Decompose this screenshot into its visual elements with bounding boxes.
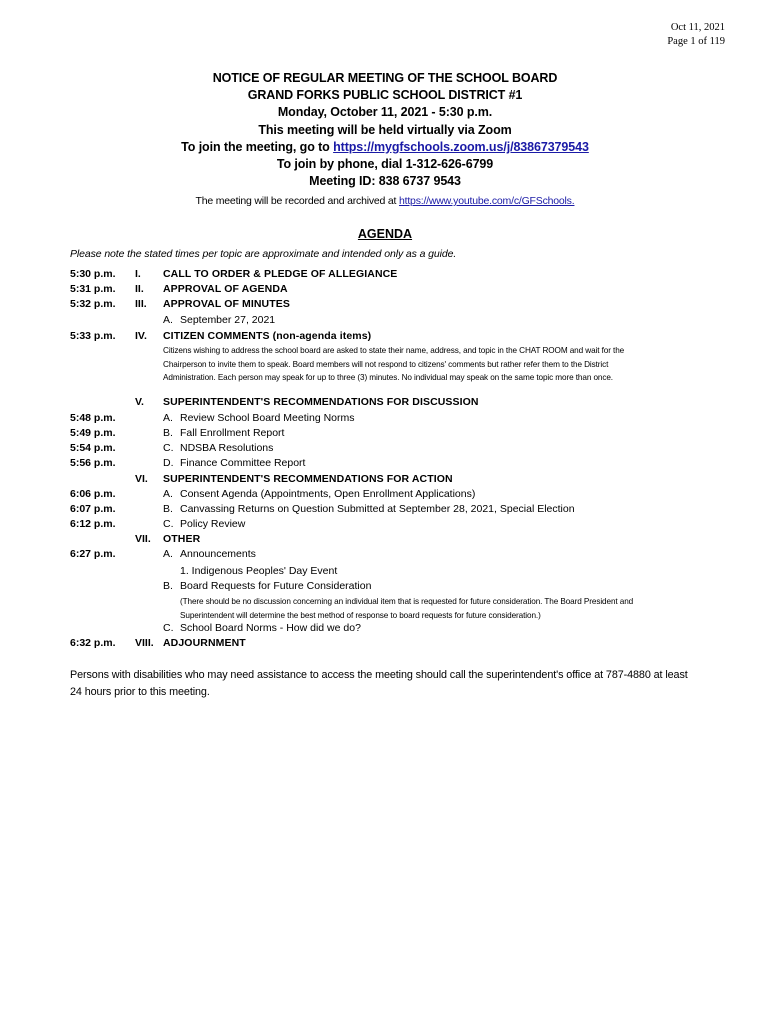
item-number: V. xyxy=(135,396,144,408)
subitem-text: Announcements xyxy=(180,548,256,560)
item-number: III. xyxy=(135,298,147,310)
subitem-label: B. xyxy=(163,503,173,515)
agenda-subitem-7b xyxy=(0,579,770,594)
header-meeting-id: Meeting ID: 838 6737 9543 xyxy=(309,174,461,189)
agenda-subitem-3a xyxy=(0,313,770,328)
meeting-header xyxy=(0,70,770,190)
subitem-text: Consent Agenda (Appointments, Open Enrollment Applications) xyxy=(180,488,476,500)
item-time: 6:12 p.m. xyxy=(70,518,116,530)
agenda-subitem-5c xyxy=(0,441,770,456)
header-datetime: Monday, October 11, 2021 - 5:30 p.m. xyxy=(277,105,493,120)
item-number: I. xyxy=(135,268,141,280)
description-line: Administration. Each person may speak for up to three (3) minutes. No individual may speak on the same topic more than once. xyxy=(163,373,613,382)
subitem-label: C. xyxy=(163,622,174,634)
item-number: IV. xyxy=(135,330,147,342)
item-title: APPROVAL OF AGENDA xyxy=(163,283,288,295)
item-title: CALL TO ORDER & PLEDGE OF ALLEGIANCE xyxy=(163,268,398,280)
agenda-subitem-7a xyxy=(0,547,770,562)
agenda-subitem-5a xyxy=(0,411,770,426)
agenda-subitem-6b xyxy=(0,502,770,517)
header-join-line xyxy=(0,139,770,156)
agenda-subitem-6a xyxy=(0,487,770,502)
header-virtual: This meeting will be held virtually via Zoom xyxy=(258,122,512,137)
description-line: (There should be no discussion concerning an individual item that is requested for future consideration. The Board President and xyxy=(180,597,634,606)
subitem-label: C. xyxy=(163,518,174,530)
agenda-item-5 xyxy=(0,395,770,410)
subitem-label: B. xyxy=(163,580,173,592)
subitem-text: Policy Review xyxy=(180,518,246,530)
item-number: VIII. xyxy=(135,637,154,649)
times-note: Please note the stated times per topic are approximate and intended only as a guide. xyxy=(70,248,457,260)
item-time: 5:49 p.m. xyxy=(70,427,116,439)
agenda-subitem-5b xyxy=(0,426,770,441)
subitem-text: Board Requests for Future Consideration xyxy=(180,580,372,592)
subitem-label: B. xyxy=(163,427,173,439)
header-title: NOTICE OF REGULAR MEETING OF THE SCHOOL BOARD xyxy=(212,71,558,85)
agenda-item-4 xyxy=(0,329,770,344)
item-time: 5:31 p.m. xyxy=(70,283,116,295)
subitem-label: A. xyxy=(163,412,173,424)
item-number: II. xyxy=(135,283,144,295)
header-phone: To join by phone, dial 1-312-626-6799 xyxy=(276,157,494,172)
subitem-text: Fall Enrollment Report xyxy=(180,427,285,439)
youtube-link[interactable]: https://www.youtube.com/c/GFSchools. xyxy=(398,195,575,207)
item-time: 5:54 p.m. xyxy=(70,442,116,454)
subitem-text: School Board Norms - How did we do? xyxy=(180,622,361,634)
subitem-text: Review School Board Meeting Norms xyxy=(180,412,355,424)
item-time: 6:06 p.m. xyxy=(70,488,116,500)
notice-line: 24 hours prior to this meeting. xyxy=(70,685,210,698)
subitem-label: A. xyxy=(163,488,173,500)
item-title: SUPERINTENDENT'S RECOMMENDATIONS FOR ACTION xyxy=(163,473,453,485)
item-time: 5:48 p.m. xyxy=(70,412,116,424)
agenda-item-6 xyxy=(0,472,770,487)
item-title: ADJOURNMENT xyxy=(163,637,246,649)
item-time: 5:32 p.m. xyxy=(70,298,116,310)
page-number: Page 1 of 119 xyxy=(667,36,725,47)
agenda-item-8 xyxy=(0,636,770,651)
agenda-item-2 xyxy=(0,282,770,297)
join-prefix: To join the meeting, go to xyxy=(181,139,334,154)
citizen-comments-description xyxy=(163,344,723,385)
recorded-prefix: The meeting will be recorded and archived at xyxy=(195,195,399,207)
subitem-label: A. xyxy=(163,548,173,560)
agenda-item-7 xyxy=(0,532,770,547)
item-title: OTHER xyxy=(163,533,201,545)
subitem-label: D. xyxy=(163,457,174,469)
agenda-subitem-7c xyxy=(0,621,770,636)
item-number: VII. xyxy=(135,533,151,545)
description-line: Superintendent will determine the best method of response to board requests for future consideration.) xyxy=(180,610,541,620)
agenda-item-1 xyxy=(0,267,770,282)
subitem-text: Canvassing Returns on Question Submitted at September 28, 2021, Special Election xyxy=(180,503,575,515)
subitem-text: September 27, 2021 xyxy=(180,314,276,326)
recorded-notice xyxy=(0,195,770,207)
item-time: 6:27 p.m. xyxy=(70,548,116,560)
zoom-link[interactable]: https://mygfschools.zoom.us/j/83867379543 xyxy=(333,139,589,154)
agenda-title: AGENDA xyxy=(357,227,413,241)
item-time: 6:07 p.m. xyxy=(70,503,116,515)
subitem-label: C. xyxy=(163,442,174,454)
future-consideration-description xyxy=(180,595,720,622)
agenda-item-3 xyxy=(0,297,770,312)
header-district: GRAND FORKS PUBLIC SCHOOL DISTRICT #1 xyxy=(247,88,523,103)
item-time: 5:33 p.m. xyxy=(70,330,116,342)
notice-line: Persons with disabilities who may need assistance to access the meeting should call the superintendent's office at 787-4880 at least xyxy=(70,669,688,681)
item-time: 5:30 p.m. xyxy=(70,268,116,280)
agenda-subitem-5d xyxy=(0,456,770,471)
item-number: VI. xyxy=(135,473,148,485)
item-title: SUPERINTENDENT'S RECOMMENDATIONS FOR DISCUSSION xyxy=(163,396,479,408)
item-time: 6:32 p.m. xyxy=(70,637,116,649)
subitem-label: A. xyxy=(163,314,173,326)
item-title: CITIZEN COMMENTS (non-agenda items) xyxy=(163,330,372,342)
agenda-subitem-7a-1 xyxy=(0,564,770,579)
meeting-date: Oct 11, 2021 xyxy=(670,22,725,33)
accessibility-notice xyxy=(70,667,710,700)
description-line: Citizens wishing to address the school board are asked to state their name, address, and topic in the CHAT ROOM and wait for the xyxy=(163,346,625,355)
subitem-text: Finance Committee Report xyxy=(180,457,306,469)
agenda-subitem-6c xyxy=(0,517,770,532)
subitem-text: NDSBA Resolutions xyxy=(180,442,274,454)
subitem-text: 1. Indigenous Peoples' Day Event xyxy=(180,565,338,577)
item-title: APPROVAL OF MINUTES xyxy=(163,298,290,310)
item-time: 5:56 p.m. xyxy=(70,457,116,469)
page-meta xyxy=(667,21,725,49)
description-line: Chairperson to invite them to speak. Board members will not respond to citizens' comments but rather refer them to the District xyxy=(163,359,609,369)
